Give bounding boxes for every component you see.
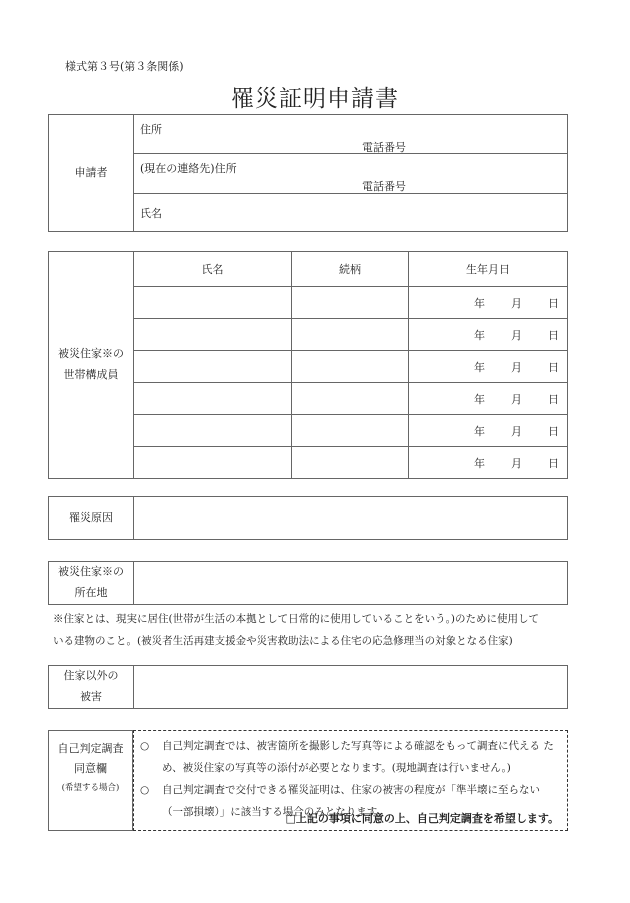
cause-label: 罹災原因	[49, 497, 134, 540]
name-label: 氏名	[140, 206, 162, 220]
member-birth-cell[interactable]	[409, 383, 568, 415]
consent-label-line2: 同意欄	[74, 762, 107, 775]
member-relation-cell[interactable]	[292, 383, 409, 415]
circle-bullet-icon: ○	[140, 784, 150, 796]
location-field[interactable]	[134, 562, 568, 605]
month-label: 月	[511, 360, 522, 374]
member-relation-cell[interactable]	[292, 351, 409, 383]
form-number: 様式第３号(第３条関係)	[65, 60, 184, 73]
contact-address-label: (現在の連絡先)住所	[140, 162, 237, 175]
consent-label-line1: 自己判定調査	[57, 742, 124, 755]
year-label: 年	[474, 360, 485, 374]
col-name-header: 氏名	[134, 252, 292, 287]
member-name-cell[interactable]	[134, 383, 292, 415]
location-label	[49, 562, 134, 605]
month-label: 月	[511, 456, 522, 470]
circle-bullet-icon: ○	[140, 740, 150, 752]
other-damage-label-line1: 住家以外の	[63, 669, 119, 683]
member-name-cell[interactable]	[134, 415, 292, 447]
member-relation-cell[interactable]	[292, 319, 409, 351]
household-label-line2: 世帯構成員	[63, 368, 119, 381]
month-label: 月	[511, 392, 522, 406]
other-damage-label	[49, 666, 134, 709]
col-relation-header: 続柄	[292, 252, 409, 287]
consent-item-1-text: 自己判定調査では、被害箇所を撮影した写真等による確認をもって調査に代える ため、被災住家の写真等の添付が必要となります。(現地調査は行いません。)	[162, 740, 554, 774]
year-label: 年	[474, 456, 485, 470]
other-damage-section	[48, 665, 568, 709]
member-birth-cell[interactable]	[409, 319, 568, 351]
address-field[interactable]	[134, 115, 568, 154]
note-line2: いる建物のこと。(被災者生活再建支援金や災害救助法による住宅の応急修理当の対象となる住家)	[53, 635, 513, 647]
member-relation-cell[interactable]	[292, 287, 409, 319]
contact-address-field[interactable]	[134, 154, 568, 194]
day-label: 日	[548, 392, 559, 406]
consent-item-1	[140, 735, 560, 779]
day-label: 日	[548, 456, 559, 470]
year-label: 年	[474, 424, 485, 438]
col-birth-header: 生年月日	[409, 252, 568, 287]
phone-label: 電話番号	[362, 141, 406, 154]
member-birth-cell[interactable]	[409, 447, 568, 479]
household-label-line1: 被災住家※の	[58, 347, 124, 361]
location-section	[48, 561, 568, 605]
year-label: 年	[474, 328, 485, 342]
other-damage-label-line2: 被害	[80, 690, 102, 703]
address-label: 住所	[140, 123, 162, 136]
month-label: 月	[511, 328, 522, 342]
name-field[interactable]	[134, 194, 568, 232]
cause-section	[48, 496, 568, 540]
note-line1: ※住家とは、現実に居住(世帯が生活の本拠として日常的に使用していることをいう。)のために使用して	[53, 613, 539, 625]
consent-box	[133, 730, 568, 831]
dwelling-note	[53, 608, 583, 652]
location-label-line1: 被災住家※の	[58, 565, 124, 579]
other-damage-field[interactable]	[134, 666, 568, 709]
month-label: 月	[511, 424, 522, 438]
member-birth-cell[interactable]	[409, 415, 568, 447]
member-name-cell[interactable]	[134, 351, 292, 383]
member-name-cell[interactable]	[134, 287, 292, 319]
location-label-line2: 所在地	[74, 586, 108, 599]
member-name-cell[interactable]	[134, 447, 292, 479]
day-label: 日	[548, 360, 559, 374]
day-label: 日	[548, 296, 559, 310]
consent-checkbox[interactable]: □上記の事項に同意の上、自己判定調査を希望します。	[285, 812, 559, 825]
page-title: 罹災証明申請書	[231, 86, 399, 112]
day-label: 日	[548, 424, 559, 438]
consent-label-sub: (希望する場合)	[61, 783, 120, 793]
member-birth-cell[interactable]	[409, 351, 568, 383]
household-label	[49, 252, 134, 479]
applicant-section	[48, 114, 568, 232]
contact-phone-label: 電話番号	[362, 180, 406, 193]
consent-label	[48, 730, 133, 831]
applicant-label: 申請者	[49, 115, 134, 232]
year-label: 年	[474, 296, 485, 310]
member-name-cell[interactable]	[134, 319, 292, 351]
day-label: 日	[548, 328, 559, 342]
member-birth-cell[interactable]	[409, 287, 568, 319]
consent-item-2-text: 自己判定調査で交付できる罹災証明は、住家の被害の程度が「準半壊に至らない （一部損壊）」に該当する場合のみとなります。	[162, 784, 540, 818]
household-table	[48, 251, 568, 479]
year-label: 年	[474, 392, 485, 406]
month-label: 月	[511, 296, 522, 310]
cause-field[interactable]	[134, 497, 568, 540]
member-relation-cell[interactable]	[292, 447, 409, 479]
member-relation-cell[interactable]	[292, 415, 409, 447]
